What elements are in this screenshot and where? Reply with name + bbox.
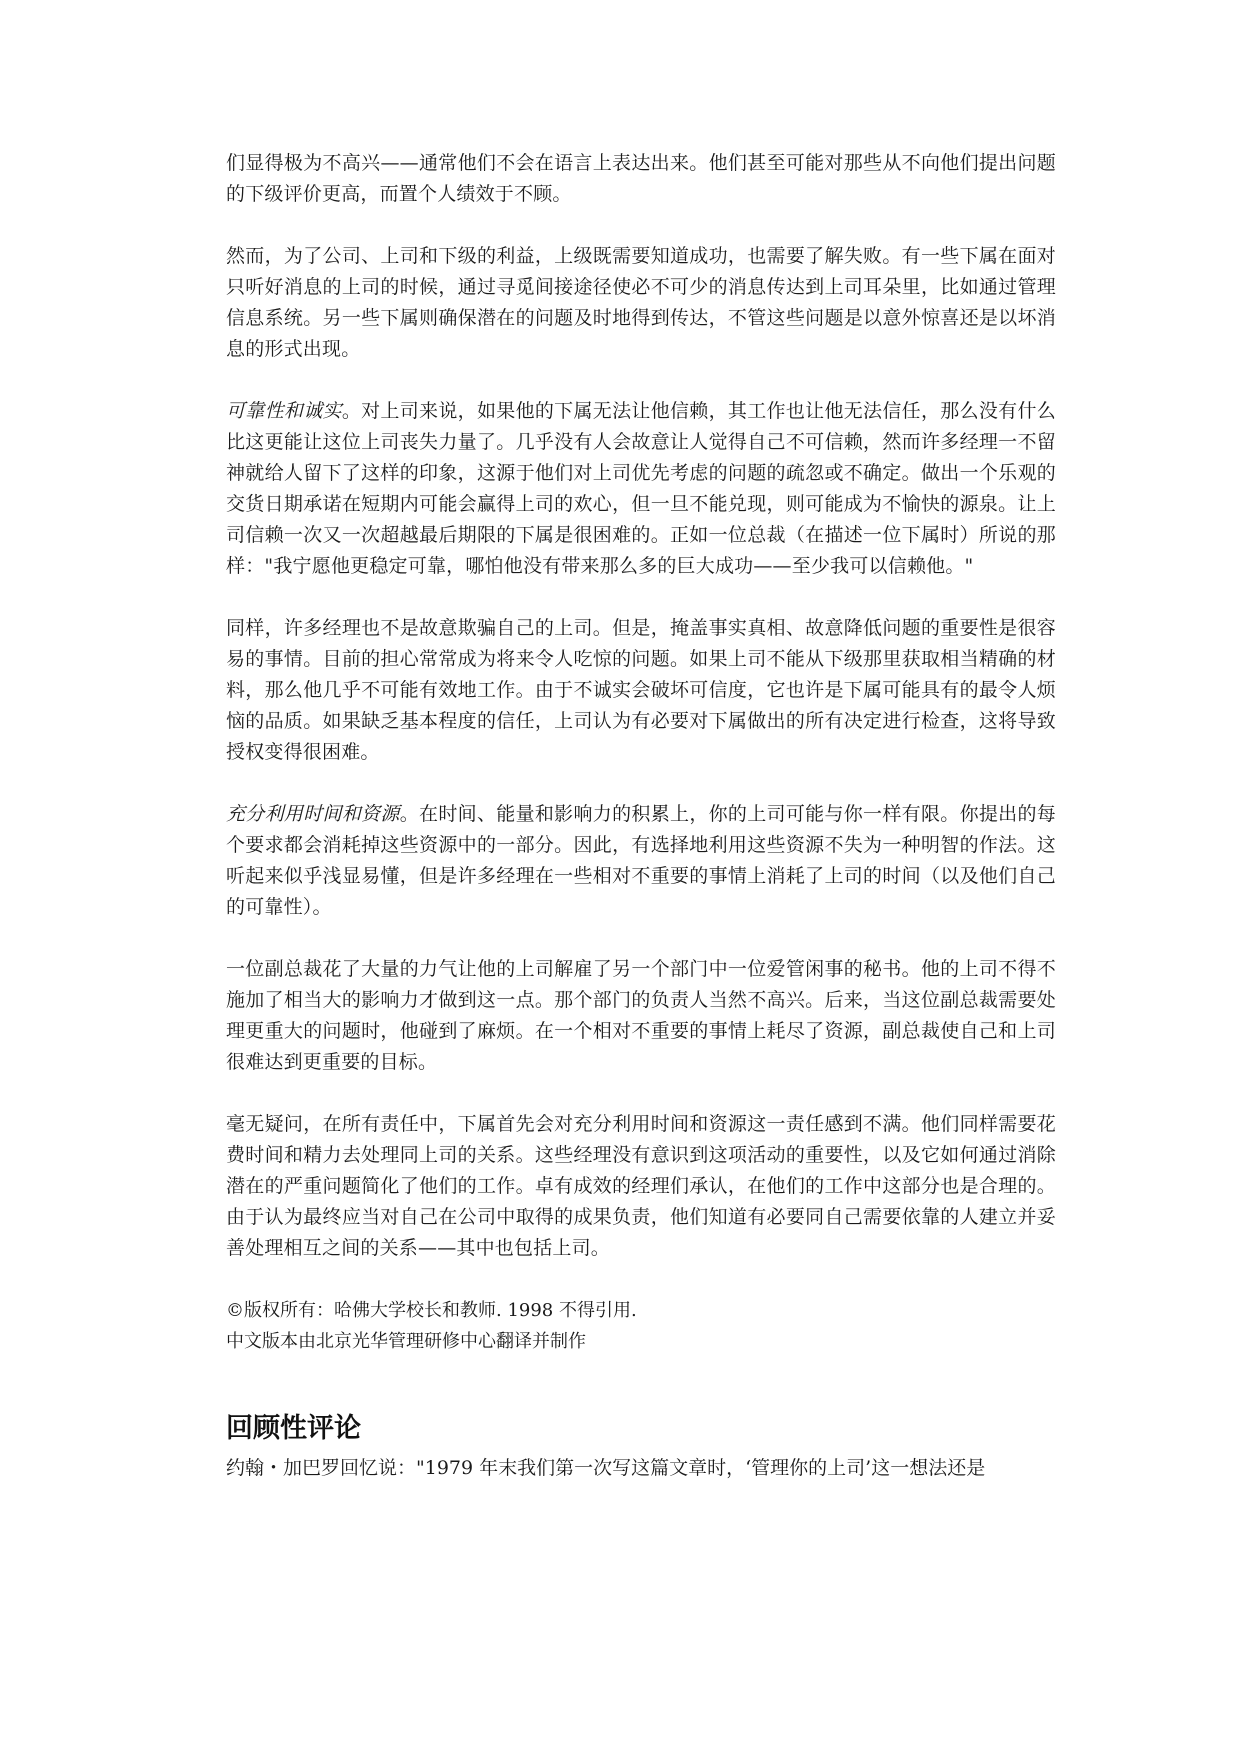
section-first-line: 约翰・加巴罗回忆说："1979 年末我们第一次写这篇文章时，‘管理你的上司’这一想法还是 bbox=[226, 1457, 986, 1479]
paragraph-6-text: 一位副总裁花了大量的力气让他的上司解雇了另一个部门中一位爱管闲事的秘书。他的上司不得不施加了相当大的影响力才做到这一点。那个部门的负责人当然不高兴。后来，当这位副总裁需要处理更重大的问题时，他碰到了麻烦。在一个相对不重要的事情上耗尽了资源，副总裁使自己和上司很难达到更重要的目标。 bbox=[226, 958, 1056, 1073]
paragraph-reliability-lead: 可靠性和诚实 bbox=[226, 400, 342, 422]
paragraph-2 bbox=[226, 241, 1056, 365]
paragraph-1-text: 们显得极为不高兴——通常他们不会在语言上表达出来。他们甚至可能对那些从不向他们提出问题的下级评价更高，而置个人绩效于不顾。 bbox=[226, 152, 1056, 205]
paragraph-6 bbox=[226, 954, 1056, 1078]
paragraph-resources-text: 。在时间、能量和影响力的积累上，你的上司可能与你一样有限。你提出的每个要求都会消耗掉这些资源中的一部分。因此，有选择地利用这些资源不失为一种明智的作法。这听起来似乎浅显易懂，但是许多经理在一些相对不重要的事情上消耗了上司的时间（以及他们自己的可靠性）。 bbox=[226, 803, 1056, 918]
paragraph-1 bbox=[226, 148, 1056, 210]
paragraph-reliability bbox=[226, 396, 1056, 582]
paragraph-7 bbox=[226, 1109, 1056, 1264]
paragraph-resources bbox=[226, 799, 1056, 923]
paragraph-resources-lead: 充分利用时间和资源 bbox=[226, 803, 400, 825]
section-heading: 回顾性评论 bbox=[226, 1413, 361, 1444]
paragraph-4 bbox=[226, 613, 1056, 768]
paragraph-reliability-text: 。对上司来说，如果他的下属无法让他信赖，其工作也让他无法信任，那么没有什么比这更能让这位上司丧失力量了。几乎没有人会故意让人觉得自己不可信赖，然而许多经理一不留神就给人留下了这样的印象，这源于他们对上司优先考虑的问题的疏忽或不确定。做出一个乐观的交货日期承诺在短期内可能会赢得上司的欢心，但一旦不能兑现，则可能成为不愉快的源泉。让上司信赖一次又一次超越最后期限的下属是很困难的。正如一位总裁（在描述一位下属时）所说的那样："我宁愿他更稳定可靠，哪怕他没有带来那么多的巨大成功——至少我可以信赖他。" bbox=[226, 400, 1056, 577]
paragraph-2-text: 然而，为了公司、上司和下级的利益，上级既需要知道成功，也需要了解失败。有一些下属在面对只听好消息的上司的时候，通过寻觅间接途径使必不可少的消息传达到上司耳朵里，比如通过管理信息系统。另一些下属则确保潜在的问题及时地得到传达，不管这些问题是以意外惊喜还是以坏消息的形式出现。 bbox=[226, 245, 1056, 360]
copyright-notice bbox=[226, 1295, 1056, 1357]
copyright-line: ©版权所有：哈佛大学校长和教师. 1998 不得引用. bbox=[226, 1300, 637, 1321]
paragraph-4-text: 同样，许多经理也不是故意欺骗自己的上司。但是，掩盖事实真相、故意降低问题的重要性是很容易的事情。目前的担心常常成为将来令人吃惊的问题。如果上司不能从下级那里获取相当精确的材料，那么他几乎不可能有效地工作。由于不诚实会破坏可信度，它也许是下属可能具有的最令人烦恼的品质。如果缺乏基本程度的信任，上司认为有必要对下属做出的所有决定进行检查，这将导致授权变得很困难。 bbox=[226, 617, 1056, 763]
translation-credit-line: 中文版本由北京光华管理研修中心翻译并制作 bbox=[226, 1331, 586, 1352]
document-page bbox=[226, 148, 1056, 1484]
paragraph-7-text: 毫无疑问，在所有责任中，下属首先会对充分利用时间和资源这一责任感到不满。他们同样需要花费时间和精力去处理同上司的关系。这些经理没有意识到这项活动的重要性，以及它如何通过消除潜在的严重问题简化了他们的工作。卓有成效的经理们承认，在他们的工作中这部分也是合理的。由于认为最终应当对自己在公司中取得的成果负责，他们知道有必要同自己需要依靠的人建立并妥善处理相互之间的关系——其中也包括上司。 bbox=[226, 1113, 1056, 1259]
